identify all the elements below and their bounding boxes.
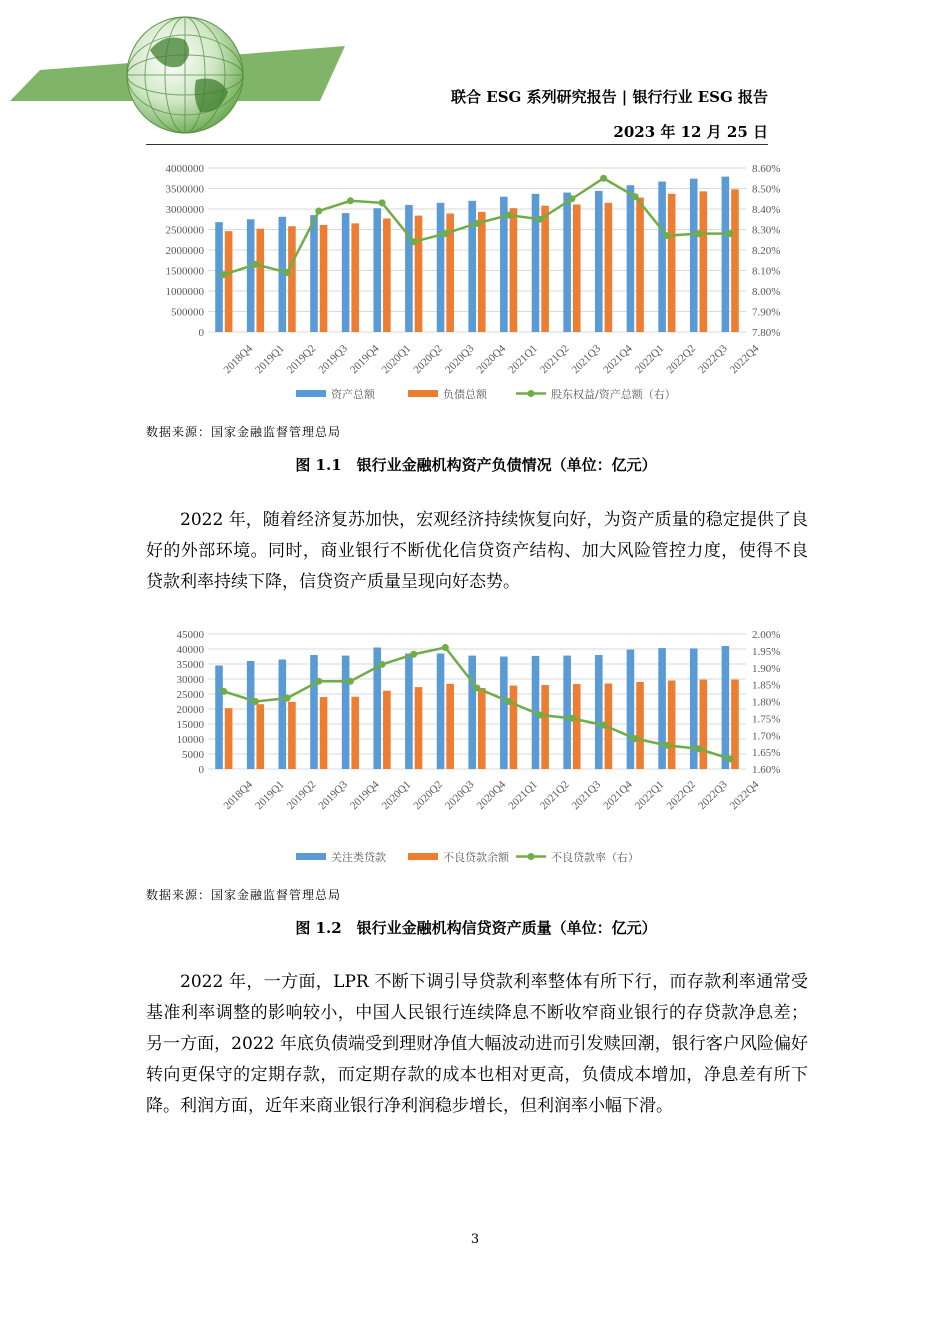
y-left-tick-label: 500000	[171, 306, 204, 319]
ratio-point	[727, 230, 734, 237]
bar-secondary	[320, 225, 328, 332]
ratio-point	[600, 175, 607, 182]
x-category-label: 2020Q4	[474, 778, 509, 813]
bar-primary	[247, 219, 255, 332]
legend-marker	[528, 853, 535, 860]
bar-primary	[722, 646, 730, 769]
ratio-point	[252, 698, 259, 705]
y-right-tick-label: 8.30%	[752, 224, 781, 237]
figure-1-1-caption: 图 1.1 银行业金融机构资产负债情况（单位：亿元）	[295, 456, 657, 474]
legend-label: 不良贷款率（右）	[551, 851, 639, 864]
x-category-label: 2022Q1	[632, 342, 667, 377]
bar-secondary	[225, 231, 233, 332]
legend-swatch	[408, 390, 438, 397]
ratio-point	[568, 715, 575, 722]
x-category-label: 2019Q4	[348, 342, 382, 377]
ratio-point	[600, 722, 607, 729]
y-right-tick-label: 8.60%	[752, 163, 781, 175]
bar-primary	[342, 656, 350, 769]
y-right-tick-label: 8.10%	[752, 265, 781, 278]
ratio-point	[474, 685, 481, 692]
ratio-point	[632, 735, 639, 742]
bar-primary	[468, 201, 476, 332]
bar-secondary	[573, 204, 581, 332]
ratio-point	[315, 678, 322, 685]
ratio-point	[284, 269, 291, 276]
y-left-tick-label: 2000000	[165, 245, 204, 257]
bar-primary	[310, 215, 318, 332]
ratio-point	[727, 755, 734, 762]
bar-primary	[279, 660, 287, 770]
x-category-label: 2019Q4	[348, 778, 382, 813]
bar-secondary	[256, 229, 264, 332]
y-left-tick-label: 10000	[176, 734, 204, 746]
bar-secondary	[731, 189, 739, 332]
x-category-label: 2021Q3	[569, 342, 604, 377]
x-category-label: 2019Q3	[316, 342, 350, 377]
ratio-point	[568, 195, 575, 202]
ratio-point	[537, 712, 544, 719]
bar-primary	[690, 179, 698, 332]
report-header-date: 2023 年 12 月 25 日	[613, 123, 768, 141]
bar-secondary	[510, 208, 518, 332]
x-category-label: 2022Q3	[696, 342, 730, 377]
legend-swatch	[296, 853, 326, 860]
chart2-source: 数据来源：国家金融监督管理总局	[146, 888, 342, 902]
x-category-label: 2020Q2	[411, 778, 445, 813]
y-left-tick-label: 3500000	[165, 183, 204, 196]
bar-secondary	[668, 681, 676, 770]
paragraph-asset-quality: 2022 年，随着经济复苏加快，宏观经济持续恢复向好，为资产质量的稳定提供了良好的外部环境。同时，商业银行不断优化信贷资产结构、加大风险管控力度，使得不良贷款利率持续下降，信贷资产质量呈现向好态势。	[146, 510, 808, 592]
bar-secondary	[256, 704, 264, 769]
page-number: 3	[470, 1232, 480, 1247]
bar-secondary	[510, 686, 518, 769]
x-category-label: 2022Q2	[664, 778, 699, 813]
bar-primary	[595, 655, 603, 769]
bar-secondary	[636, 682, 644, 769]
x-category-label: 2019Q1	[253, 342, 287, 377]
bar-primary	[532, 194, 540, 332]
y-left-tick-label: 45000	[176, 629, 204, 641]
ratio-point	[537, 216, 544, 223]
y-right-tick-label: 8.20%	[752, 245, 781, 257]
bar-secondary	[320, 697, 328, 769]
figure-1-2-caption: 图 1.2 银行业金融机构信贷资产质量（单位：亿元）	[295, 919, 657, 937]
bar-secondary	[668, 194, 676, 332]
y-right-tick-label: 8.50%	[752, 183, 781, 196]
ratio-point	[695, 745, 702, 752]
header-divider	[146, 144, 768, 145]
y-right-tick-label: 1.65%	[752, 747, 781, 760]
bar-secondary	[700, 191, 708, 332]
y-left-tick-label: 2500000	[165, 224, 204, 237]
bar-primary	[627, 650, 635, 769]
y-right-tick-label: 7.80%	[752, 327, 781, 339]
y-left-tick-label: 1500000	[165, 265, 204, 278]
legend-label: 不良贷款余额	[443, 851, 509, 864]
bar-primary	[342, 213, 350, 332]
bar-primary	[215, 666, 223, 770]
bar-secondary	[351, 223, 359, 332]
bar-secondary	[478, 688, 486, 769]
y-right-tick-label: 8.00%	[752, 286, 781, 298]
chart1-source: 数据来源：国家金融监督管理总局	[146, 425, 342, 439]
ratio-point	[442, 644, 449, 651]
ratio-point	[663, 742, 670, 749]
x-category-label: 2022Q4	[727, 342, 762, 377]
ratio-point	[379, 661, 386, 668]
bar-secondary	[288, 702, 296, 769]
bar-primary	[310, 655, 318, 769]
y-left-tick-label: 25000	[176, 689, 204, 701]
y-right-tick-label: 1.60%	[752, 764, 781, 776]
y-left-tick-label: 20000	[176, 704, 204, 716]
ratio-point	[315, 208, 322, 215]
y-right-tick-label: 1.95%	[752, 645, 781, 658]
bar-primary	[405, 654, 413, 770]
ratio-point	[379, 199, 386, 206]
ratio-point	[347, 678, 354, 685]
y-right-tick-label: 1.75%	[752, 713, 781, 726]
ratio-point	[347, 197, 354, 204]
x-category-label: 2022Q4	[727, 778, 762, 813]
y-left-tick-label: 4000000	[165, 163, 204, 175]
bar-primary	[437, 203, 445, 332]
bar-primary	[468, 656, 476, 769]
bar-secondary	[478, 212, 486, 332]
y-right-tick-label: 1.70%	[752, 730, 781, 743]
bar-secondary	[383, 218, 391, 332]
bar-primary	[595, 191, 603, 332]
legend-label: 负债总额	[443, 388, 487, 401]
legend-marker	[528, 390, 535, 397]
ratio-point	[252, 261, 259, 268]
y-right-tick-label: 2.00%	[752, 629, 781, 641]
bar-secondary	[288, 226, 296, 332]
bar-secondary	[415, 687, 423, 769]
bar-secondary	[700, 680, 708, 769]
legend-swatch	[296, 390, 326, 397]
y-right-tick-label: 8.40%	[752, 204, 781, 216]
y-left-tick-label: 0	[198, 764, 204, 776]
x-category-label: 2021Q1	[506, 778, 540, 813]
bar-primary	[658, 182, 666, 332]
y-right-tick-label: 1.90%	[752, 662, 781, 675]
ratio-point	[410, 238, 417, 245]
bar-primary	[247, 661, 255, 769]
bar-secondary	[351, 697, 359, 769]
bar-secondary	[225, 708, 233, 769]
x-category-label: 2021Q2	[537, 342, 572, 377]
bar-secondary	[636, 198, 644, 332]
x-category-label: 2019Q3	[316, 778, 350, 813]
globe-logo	[0, 0, 360, 140]
ratio-point	[442, 230, 449, 237]
y-right-tick-label: 1.80%	[752, 696, 781, 709]
bar-primary	[563, 656, 571, 769]
y-left-tick-label: 15000	[176, 719, 204, 731]
legend-label: 资产总额	[331, 388, 375, 401]
bar-primary	[405, 205, 413, 332]
legend-label: 股东权益/资产总额（右）	[551, 388, 676, 401]
ratio-point	[505, 212, 512, 219]
ratio-point	[632, 193, 639, 200]
report-header-title: 联合 ESG 系列研究报告 | 银行行业 ESG 报告	[451, 88, 768, 106]
x-category-label: 2021Q4	[601, 342, 635, 377]
y-left-tick-label: 1000000	[165, 286, 204, 298]
ratio-point	[410, 651, 417, 658]
x-category-label: 2021Q4	[601, 778, 635, 813]
x-category-label: 2021Q1	[506, 342, 540, 377]
x-category-label: 2020Q1	[379, 778, 414, 813]
x-category-label: 2021Q2	[537, 778, 572, 813]
x-category-label: 2020Q3	[442, 342, 477, 377]
bar-primary	[437, 654, 445, 770]
x-category-label: 2020Q4	[474, 342, 509, 377]
bar-secondary	[415, 216, 423, 332]
y-right-tick-label: 7.90%	[752, 306, 781, 319]
ratio-point	[474, 220, 481, 227]
bar-secondary	[383, 691, 391, 769]
bar-secondary	[605, 203, 613, 332]
bar-primary	[373, 208, 381, 332]
y-right-tick-label: 1.85%	[752, 679, 781, 692]
ratio-point	[220, 688, 227, 695]
bar-secondary	[446, 684, 454, 769]
y-left-tick-label: 30000	[176, 674, 204, 686]
x-category-label: 2019Q2	[284, 342, 319, 377]
ratio-point	[695, 230, 702, 237]
x-category-label: 2022Q1	[632, 778, 667, 813]
x-category-label: 2019Q1	[253, 778, 287, 813]
bar-primary	[500, 657, 508, 770]
x-category-label: 2018Q4	[221, 342, 256, 377]
x-category-label: 2020Q1	[379, 342, 414, 377]
legend-swatch	[408, 853, 438, 860]
x-category-label: 2022Q3	[696, 778, 730, 813]
y-left-tick-label: 0	[198, 327, 204, 339]
x-category-label: 2022Q2	[664, 342, 699, 377]
bar-secondary	[731, 680, 739, 769]
y-left-tick-label: 5000	[182, 749, 204, 761]
ratio-point	[663, 232, 670, 239]
paragraph-net-interest-margin: 2022 年，一方面，LPR 不断下调引导贷款利率整体有所下行，而存款利率通常受基准利率调整的影响较小，中国人民银行连续降息不断收窄商业银行的存贷款净息差；另一方面，2022 年底负债端受到理财净值大幅波动进而引发赎回潮，银行客户风险偏好转向更保守的定期存款，而定期存款的成本也相对更高，负债成本增加，净息差有所下降。利润方面，近年来商业银行净利润稳步增长，但利润率小幅下滑。	[146, 972, 808, 1116]
ratio-point	[220, 271, 227, 278]
legend-label: 关注类贷款	[331, 851, 386, 864]
ratio-point	[505, 698, 512, 705]
y-left-tick-label: 35000	[176, 659, 204, 671]
x-category-label: 2021Q3	[569, 778, 604, 813]
x-category-label: 2020Q3	[442, 778, 477, 813]
x-category-label: 2020Q2	[411, 342, 445, 377]
ratio-point	[284, 695, 291, 702]
y-left-tick-label: 3000000	[165, 204, 204, 216]
chart-credit-quality	[146, 622, 806, 876]
bar-secondary	[541, 685, 549, 769]
bar-secondary	[541, 206, 549, 332]
x-category-label: 2018Q4	[221, 778, 256, 813]
bar-primary	[658, 648, 666, 769]
bar-primary	[563, 193, 571, 332]
y-left-tick-label: 40000	[176, 644, 204, 656]
bar-secondary	[573, 684, 581, 769]
chart-assets-liabilities	[146, 156, 806, 412]
bar-primary	[627, 185, 635, 332]
x-category-label: 2019Q2	[284, 778, 319, 813]
bar-primary	[722, 177, 730, 332]
